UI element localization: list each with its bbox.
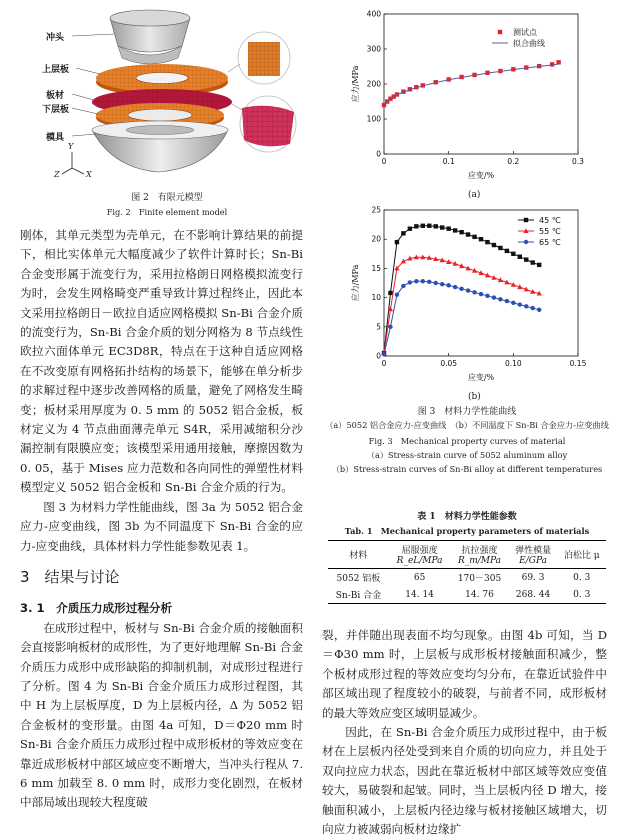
data-point [531,260,535,264]
y-tick-label: 0 [376,149,381,159]
label-punch: 冲头 [46,33,65,43]
table-1-title-en: Tab. 1 Mechanical property parameters of materials [344,526,590,536]
figure-3-subcaption-en-a: （a）Stress-strain curve of 5052 aluminum alloy [366,450,568,460]
figure-3-caption [322,406,612,475]
data-point [421,279,425,283]
data-point [427,224,431,228]
figure-3-caption-en: Fig. 3 Mechanical property curves of material [368,436,566,446]
table-header-cell: 材料 [349,551,368,561]
table-header-cell: 屈服强度 R_eL/MPa [396,546,443,566]
x-tick-label: 0 [381,359,387,368]
x-tick-label: 0.05 [440,359,458,368]
fe-model-illustration [32,6,302,186]
data-point [466,232,470,236]
sheet-zoom [232,96,296,152]
data-point [511,252,515,256]
data-point [440,225,444,229]
axis-triad [62,152,84,174]
series-line [384,64,559,106]
table-cell: 5052 铝板 [336,574,381,584]
y-axis-label: 应力/MPa [351,264,360,302]
table-1 [328,511,606,604]
figure-2-caption-en: Fig. 2 Finite element model [106,207,228,217]
legend-label: 45 ℃ [539,216,561,225]
data-point [459,230,463,234]
data-point [427,280,431,284]
data-point [388,291,392,295]
data-point [459,287,463,291]
figure-3b [340,202,590,402]
figure-2-caption-cn: 图 2 有限元模型 [131,193,203,203]
legend-swatch-marker [524,218,528,222]
table-cell: 0. 3 [573,572,591,583]
figure-3-caption-cn: 图 3 材料力学性能曲线 [417,407,517,417]
y-tick-label: 300 [366,44,381,54]
data-point [414,224,418,228]
y-tick-label: 20 [371,234,381,244]
data-point [434,224,438,228]
y-tick-label: 15 [371,263,381,273]
y-tick-label: 0 [376,351,381,361]
table-cell: 65 [413,572,426,583]
axis-label-y: Y [68,142,74,151]
data-point [472,235,476,239]
data-point [524,304,528,308]
stress-strain-chart-5052 [340,2,590,202]
section-heading: 3 结果与讨论 [20,567,120,586]
y-tick-label: 10 [371,293,381,303]
y-tick-label: 5 [376,322,381,332]
x-axis-label: 应变/% [467,171,495,180]
y-tick-label: 25 [371,205,381,215]
data-point [518,302,522,306]
data-point [453,228,457,232]
figure-3a [340,2,590,202]
data-point [446,283,450,287]
legend-label: 拟合曲线 [513,39,545,48]
table-cell: 14. 14 [405,589,434,600]
data-point [479,237,483,241]
table-row [328,569,606,587]
y-tick-label: 100 [366,114,381,124]
table-cell: 170－305 [457,574,502,584]
die-shape [92,121,228,172]
data-point [537,263,541,267]
data-point [440,282,444,286]
data-point [401,284,405,288]
data-point [498,297,502,301]
data-point [505,299,509,303]
table-header-row [328,541,606,569]
fig3a-tag: (a) [468,190,481,200]
table-header-cell: 弹性模量 E/GPa [515,546,552,566]
series-line [384,281,539,354]
data-point [401,231,405,235]
data-point [472,290,476,294]
figure-3-subcaption-en-b: （b）Stress-strain curves of Sn-Bi alloy at different temperatures [331,464,603,474]
axis-label-x: X [86,170,92,179]
x-tick-label: 0.1 [442,157,455,166]
label-die: 模具 [46,133,65,143]
data-point [446,226,450,230]
data-point [505,249,509,253]
x-tick-label: 0 [381,157,387,166]
subsection-heading: 3. 1 介质压力成形过程分析 [20,601,173,616]
x-tick-label: 0.15 [569,359,587,368]
label-sheet: 板材 [46,91,65,101]
figure-3-subcaption-cn: （a）5052 铝合金应力-应变曲线 （b）不同温度下 Sn-Bi 合金应力-应变曲线 [325,420,609,430]
table-cell: 268. 44 [515,589,551,600]
material-properties-table [328,540,606,604]
right-paragraph-2: 因此，在 Sn-Bi 合金介质压力成形过程中，由于板材在上层板内径处受到来自介质的切向应力，并且处于双向拉应力状态，因此在靠近板材中部区域等效应变值较大，易破裂和起皱。同时，当上层板内径 D 增大，接触面积减小，上层板内径边缘与板材接触区域增大，切向应力被减弱向板材边缘扩 [322,725,607,837]
stress-strain-chart-snbi [340,202,590,402]
data-point [485,240,489,244]
y-tick-label: 200 [366,79,381,89]
right-column [322,626,607,839]
table-cell: 14. 76 [465,589,494,600]
data-point [485,294,489,298]
punch-shape [110,10,190,64]
plot-frame [384,14,578,154]
x-tick-label: 0.10 [504,359,522,368]
right-paragraph-1: 裂，并伴随出现表面不均匀现象。由图 4b 可知，当 D＝Φ30 mm 时，上层板与成形板材接触面积减少，整个板材成形过程的等效应变均匀分布，在靠近试验件中部区域出现了程度较小的破裂，与前者不同，成形板材的最大等效应变区域明显减少。 [322,628,607,720]
label-lower-plate: 下层板 [42,105,70,115]
table-cell: Sn-Bi 合金 [335,591,382,601]
left-paragraph-3: 在成形过程中，板材与 Sn-Bi 合金介质的接触面积会直接影响板材的成形性，为了更好地理解 Sn-Bi 合金介质压力成形中成形缺陷的抑制机制，对成形过程进行了分析。图 4 为 Sn-Bi 合金介质压力成形过程图，其中 H 为上层板厚度，D 为上层板内径，Δ 为 5052 铝合金板材的变形量。由图 4a 可知，D＝Φ20 mm 时 Sn-Bi 合金介质压力成形过程中成形板材的等效应变在靠近成形板材中部区域应变不断增大，当冲头行程从 7. 6 mm 加载至 8. 0 mm 时，成形力变化剧烈，在板材中部局域出现较大程度破 [20,620,303,810]
upper-plate-zoom [228,32,290,84]
data-point [524,257,528,261]
data-point [466,288,470,292]
data-point [395,240,399,244]
data-point [498,246,502,250]
x-tick-label: 0.3 [572,157,584,166]
data-point [382,352,386,356]
data-point [408,226,412,230]
data-point [537,308,541,312]
data-point [388,325,392,329]
left-paragraph-1: 刚体，其单元类型为壳单元，在不影响计算结果的前提下，相比实体单元大幅度减少了软件计算时长；Sn-Bi 合金变形属于流变行为，采用拉格朗日网格模拟流变行为时，会发生网格畸变严重导致计算过程终止，因此本文采用拉格朗日－欧拉自适应网格模拟 Sn-Bi 合金介质的流变行为，Sn-Bi 合金介质的划分网格为 8 节点线性欧拉六面体单元 EC3D8R，特点在于这种自适应网格在不改变原有网格拓扑结构的场景下，能够在单分析步的求解过程中逐步改善网格的质量，避免了网格发生畸变；板材采用厚度为 0. 5 mm 的 5052 铝合金板，板材定义为 4 节点曲面薄壳单元 S4R，采用减缩积分沙漏控制有限膜应变；该模型采用通用接触，摩擦因数为 0. 05，基于 Mises 应力范数和各向同性的弹塑性材料模型定义 5052 铝合金板和 Sn-Bi 合金介质的行为。 [20,228,303,495]
data-point [453,285,457,289]
label-upper-plate: 上层板 [42,65,70,75]
table-1-title-cn: 表 1 材料力学性能参数 [417,512,517,522]
x-tick-label: 0.2 [507,157,520,166]
x-axis-label: 应变/% [467,373,495,382]
series-line [384,257,539,353]
data-point [414,279,418,283]
data-point [511,301,515,305]
data-point [408,280,412,284]
y-axis-label: 应力/MPa [351,65,360,103]
table-cell: 69. 3 [521,572,545,583]
table-header-cell: 抗拉强度 R_m/MPa [457,546,502,566]
figure-2 [32,6,302,218]
data-point [479,292,483,296]
legend-swatch-marker [524,240,528,244]
data-point [518,255,522,259]
legend-label: 测试点 [513,28,537,37]
data-point [492,243,496,247]
fig3b-tag: (b) [468,392,481,402]
left-paragraph-2: 图 3 为材料力学性能曲线，图 3a 为 5052 铝合金应力-应变曲线，图 3b 为不同温度下 Sn-Bi 合金的应力-应变曲线，具体材料力学性能参数见表 1。 [20,499,303,553]
table-row [328,586,606,604]
table-header-cell: 泊松比 μ [563,551,600,561]
table-cell: 0. 3 [573,589,591,600]
y-tick-label: 400 [366,9,381,19]
data-point [492,295,496,299]
legend-swatch-marker [498,30,502,34]
legend-label: 65 ℃ [539,238,561,247]
left-column [20,226,303,813]
legend-label: 55 ℃ [539,227,561,236]
data-point [434,281,438,285]
axis-label-z: Z [54,170,60,179]
data-point [421,224,425,228]
data-point [531,306,535,310]
data-point [395,292,399,296]
